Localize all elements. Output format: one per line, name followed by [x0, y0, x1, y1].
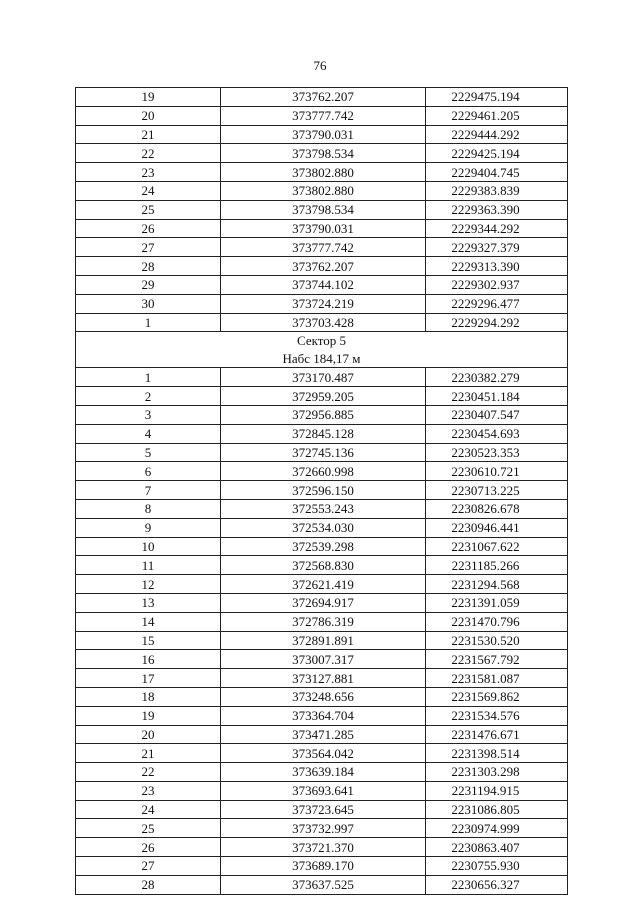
x-coordinate-cell: 372553.243 — [221, 499, 426, 518]
point-number-cell: 23 — [76, 163, 221, 182]
x-coordinate-cell: 373127.881 — [221, 669, 426, 688]
table-row — [76, 405, 568, 424]
point-number-cell: 6 — [76, 462, 221, 481]
y-coordinate-cell: 2229425.194 — [426, 144, 568, 163]
point-number-cell: 5 — [76, 443, 221, 462]
point-number-cell: 1 — [76, 313, 221, 332]
table-row — [76, 275, 568, 294]
y-coordinate-cell: 2229313.390 — [426, 257, 568, 276]
x-coordinate-cell: 373471.285 — [221, 725, 426, 744]
x-coordinate-cell: 373802.880 — [221, 181, 426, 200]
x-coordinate-cell: 373762.207 — [221, 257, 426, 276]
x-coordinate-cell: 373364.704 — [221, 706, 426, 725]
point-number-cell: 18 — [76, 687, 221, 706]
table-row — [76, 537, 568, 556]
x-coordinate-cell: 372568.830 — [221, 556, 426, 575]
table-row — [76, 499, 568, 518]
y-coordinate-cell: 2230656.327 — [426, 875, 568, 894]
table-row — [76, 462, 568, 481]
coordinates-table — [75, 87, 568, 895]
x-coordinate-cell: 372786.319 — [221, 612, 426, 631]
y-coordinate-cell: 2229344.292 — [426, 219, 568, 238]
table-row — [76, 857, 568, 876]
x-coordinate-cell: 373762.207 — [221, 88, 426, 107]
x-coordinate-cell: 372596.150 — [221, 481, 426, 500]
x-coordinate-cell: 373721.370 — [221, 838, 426, 857]
y-coordinate-cell: 2229363.390 — [426, 200, 568, 219]
point-number-cell: 22 — [76, 144, 221, 163]
x-coordinate-cell: 373777.742 — [221, 238, 426, 257]
y-coordinate-cell: 2231530.520 — [426, 631, 568, 650]
point-number-cell: 15 — [76, 631, 221, 650]
x-coordinate-cell: 373703.428 — [221, 313, 426, 332]
point-number-cell: 30 — [76, 294, 221, 313]
point-number-cell: 19 — [76, 88, 221, 107]
x-coordinate-cell: 373693.641 — [221, 781, 426, 800]
point-number-cell: 20 — [76, 106, 221, 125]
point-number-cell: 26 — [76, 838, 221, 857]
table-row — [76, 163, 568, 182]
table-row — [76, 631, 568, 650]
sector-header — [76, 332, 568, 368]
page-number: 76 — [313, 58, 327, 73]
point-number-cell: 13 — [76, 593, 221, 612]
point-number-cell: 4 — [76, 424, 221, 443]
table-row — [76, 257, 568, 276]
point-number-cell: 2 — [76, 387, 221, 406]
y-coordinate-cell: 2229294.292 — [426, 313, 568, 332]
point-number-cell: 17 — [76, 669, 221, 688]
point-number-cell: 24 — [76, 800, 221, 819]
table-row — [76, 443, 568, 462]
x-coordinate-cell: 372534.030 — [221, 518, 426, 537]
point-number-cell: 21 — [76, 125, 221, 144]
x-coordinate-cell: 372539.298 — [221, 537, 426, 556]
x-coordinate-cell: 372891.891 — [221, 631, 426, 650]
y-coordinate-cell: 2230454.693 — [426, 424, 568, 443]
point-number-cell: 23 — [76, 781, 221, 800]
table-row — [76, 125, 568, 144]
x-coordinate-cell: 372745.136 — [221, 443, 426, 462]
y-coordinate-cell: 2230523.353 — [426, 443, 568, 462]
point-number-cell: 27 — [76, 238, 221, 257]
point-number-cell: 14 — [76, 612, 221, 631]
y-coordinate-cell: 2231569.862 — [426, 687, 568, 706]
y-coordinate-cell: 2230407.547 — [426, 405, 568, 424]
table-row — [76, 593, 568, 612]
table-row — [76, 744, 568, 763]
point-number-cell: 28 — [76, 257, 221, 276]
table-row — [76, 556, 568, 575]
point-number-cell: 9 — [76, 518, 221, 537]
y-coordinate-cell: 2229475.194 — [426, 88, 568, 107]
table-row — [76, 819, 568, 838]
table-row — [76, 687, 568, 706]
table-row — [76, 875, 568, 894]
x-coordinate-cell: 373790.031 — [221, 219, 426, 238]
y-coordinate-cell: 2231086.805 — [426, 800, 568, 819]
x-coordinate-cell: 373802.880 — [221, 163, 426, 182]
table-row — [76, 838, 568, 857]
y-coordinate-cell: 2231294.568 — [426, 575, 568, 594]
table-row — [76, 144, 568, 163]
table-row — [76, 219, 568, 238]
x-coordinate-cell: 373637.525 — [221, 875, 426, 894]
x-coordinate-cell: 372956.885 — [221, 405, 426, 424]
y-coordinate-cell: 2230451.184 — [426, 387, 568, 406]
table-row — [76, 88, 568, 107]
y-coordinate-cell: 2230863.407 — [426, 838, 568, 857]
x-coordinate-cell: 373170.487 — [221, 368, 426, 387]
y-coordinate-cell: 2230946.441 — [426, 518, 568, 537]
y-coordinate-cell: 2229302.937 — [426, 275, 568, 294]
sector-height-label: Набс 184,17 м — [282, 350, 361, 366]
y-coordinate-cell: 2231303.298 — [426, 763, 568, 782]
table-row — [76, 294, 568, 313]
point-number-cell: 22 — [76, 763, 221, 782]
x-coordinate-cell: 373732.997 — [221, 819, 426, 838]
y-coordinate-cell: 2229327.379 — [426, 238, 568, 257]
y-coordinate-cell: 2230382.279 — [426, 368, 568, 387]
y-coordinate-cell: 2230755.930 — [426, 857, 568, 876]
y-coordinate-cell: 2231185.266 — [426, 556, 568, 575]
y-coordinate-cell: 2229444.292 — [426, 125, 568, 144]
point-number-cell: 21 — [76, 744, 221, 763]
x-coordinate-cell: 373007.317 — [221, 650, 426, 669]
table-row — [76, 106, 568, 125]
table-row — [76, 518, 568, 537]
y-coordinate-cell: 2229383.839 — [426, 181, 568, 200]
table-row — [76, 800, 568, 819]
table-row — [76, 200, 568, 219]
point-number-cell: 26 — [76, 219, 221, 238]
table-row — [76, 612, 568, 631]
point-number-cell: 27 — [76, 857, 221, 876]
table-row — [76, 238, 568, 257]
x-coordinate-cell: 372660.998 — [221, 462, 426, 481]
x-coordinate-cell: 373723.645 — [221, 800, 426, 819]
x-coordinate-cell: 372959.205 — [221, 387, 426, 406]
x-coordinate-cell: 372845.128 — [221, 424, 426, 443]
table-row — [76, 575, 568, 594]
point-number-cell: 29 — [76, 275, 221, 294]
x-coordinate-cell: 372694.917 — [221, 593, 426, 612]
x-coordinate-cell: 373564.042 — [221, 744, 426, 763]
table-row — [76, 368, 568, 387]
point-number-cell: 8 — [76, 499, 221, 518]
y-coordinate-cell: 2231194.915 — [426, 781, 568, 800]
x-coordinate-cell: 373798.534 — [221, 144, 426, 163]
x-coordinate-cell: 373790.031 — [221, 125, 426, 144]
x-coordinate-cell: 373724.219 — [221, 294, 426, 313]
point-number-cell: 28 — [76, 875, 221, 894]
sector-header-row — [76, 332, 568, 368]
x-coordinate-cell: 373744.102 — [221, 275, 426, 294]
table-row — [76, 725, 568, 744]
point-number-cell: 7 — [76, 481, 221, 500]
sector-header-cell — [76, 332, 568, 368]
table-row — [76, 650, 568, 669]
y-coordinate-cell: 2230713.225 — [426, 481, 568, 500]
y-coordinate-cell: 2230826.678 — [426, 499, 568, 518]
table-row — [76, 781, 568, 800]
table-row — [76, 181, 568, 200]
table-row — [76, 669, 568, 688]
y-coordinate-cell: 2231476.671 — [426, 725, 568, 744]
table-row — [76, 313, 568, 332]
table-row — [76, 424, 568, 443]
point-number-cell: 3 — [76, 405, 221, 424]
point-number-cell: 19 — [76, 706, 221, 725]
x-coordinate-cell: 373689.170 — [221, 857, 426, 876]
y-coordinate-cell: 2231470.796 — [426, 612, 568, 631]
point-number-cell: 11 — [76, 556, 221, 575]
point-number-cell: 25 — [76, 819, 221, 838]
x-coordinate-cell: 373777.742 — [221, 106, 426, 125]
x-coordinate-cell: 373798.534 — [221, 200, 426, 219]
table-row — [76, 481, 568, 500]
point-number-cell: 25 — [76, 200, 221, 219]
point-number-cell: 12 — [76, 575, 221, 594]
x-coordinate-cell: 372621.419 — [221, 575, 426, 594]
coordinates-block-previous — [76, 88, 568, 332]
y-coordinate-cell: 2231067.622 — [426, 537, 568, 556]
point-number-cell: 16 — [76, 650, 221, 669]
table-row — [76, 387, 568, 406]
y-coordinate-cell: 2229404.745 — [426, 163, 568, 182]
y-coordinate-cell: 2229296.477 — [426, 294, 568, 313]
y-coordinate-cell: 2231391.059 — [426, 593, 568, 612]
point-number-cell: 10 — [76, 537, 221, 556]
y-coordinate-cell: 2231534.576 — [426, 706, 568, 725]
sector-title: Сектор 5 — [296, 333, 346, 349]
y-coordinate-cell: 2229461.205 — [426, 106, 568, 125]
point-number-cell: 20 — [76, 725, 221, 744]
y-coordinate-cell: 2231398.514 — [426, 744, 568, 763]
y-coordinate-cell: 2230610.721 — [426, 462, 568, 481]
table-row — [76, 706, 568, 725]
x-coordinate-cell: 373248.656 — [221, 687, 426, 706]
table-row — [76, 763, 568, 782]
point-number-cell: 24 — [76, 181, 221, 200]
y-coordinate-cell: 2231567.792 — [426, 650, 568, 669]
x-coordinate-cell: 373639.184 — [221, 763, 426, 782]
y-coordinate-cell: 2230974.999 — [426, 819, 568, 838]
coordinates-block-sector — [76, 368, 568, 894]
point-number-cell: 1 — [76, 368, 221, 387]
y-coordinate-cell: 2231581.087 — [426, 669, 568, 688]
